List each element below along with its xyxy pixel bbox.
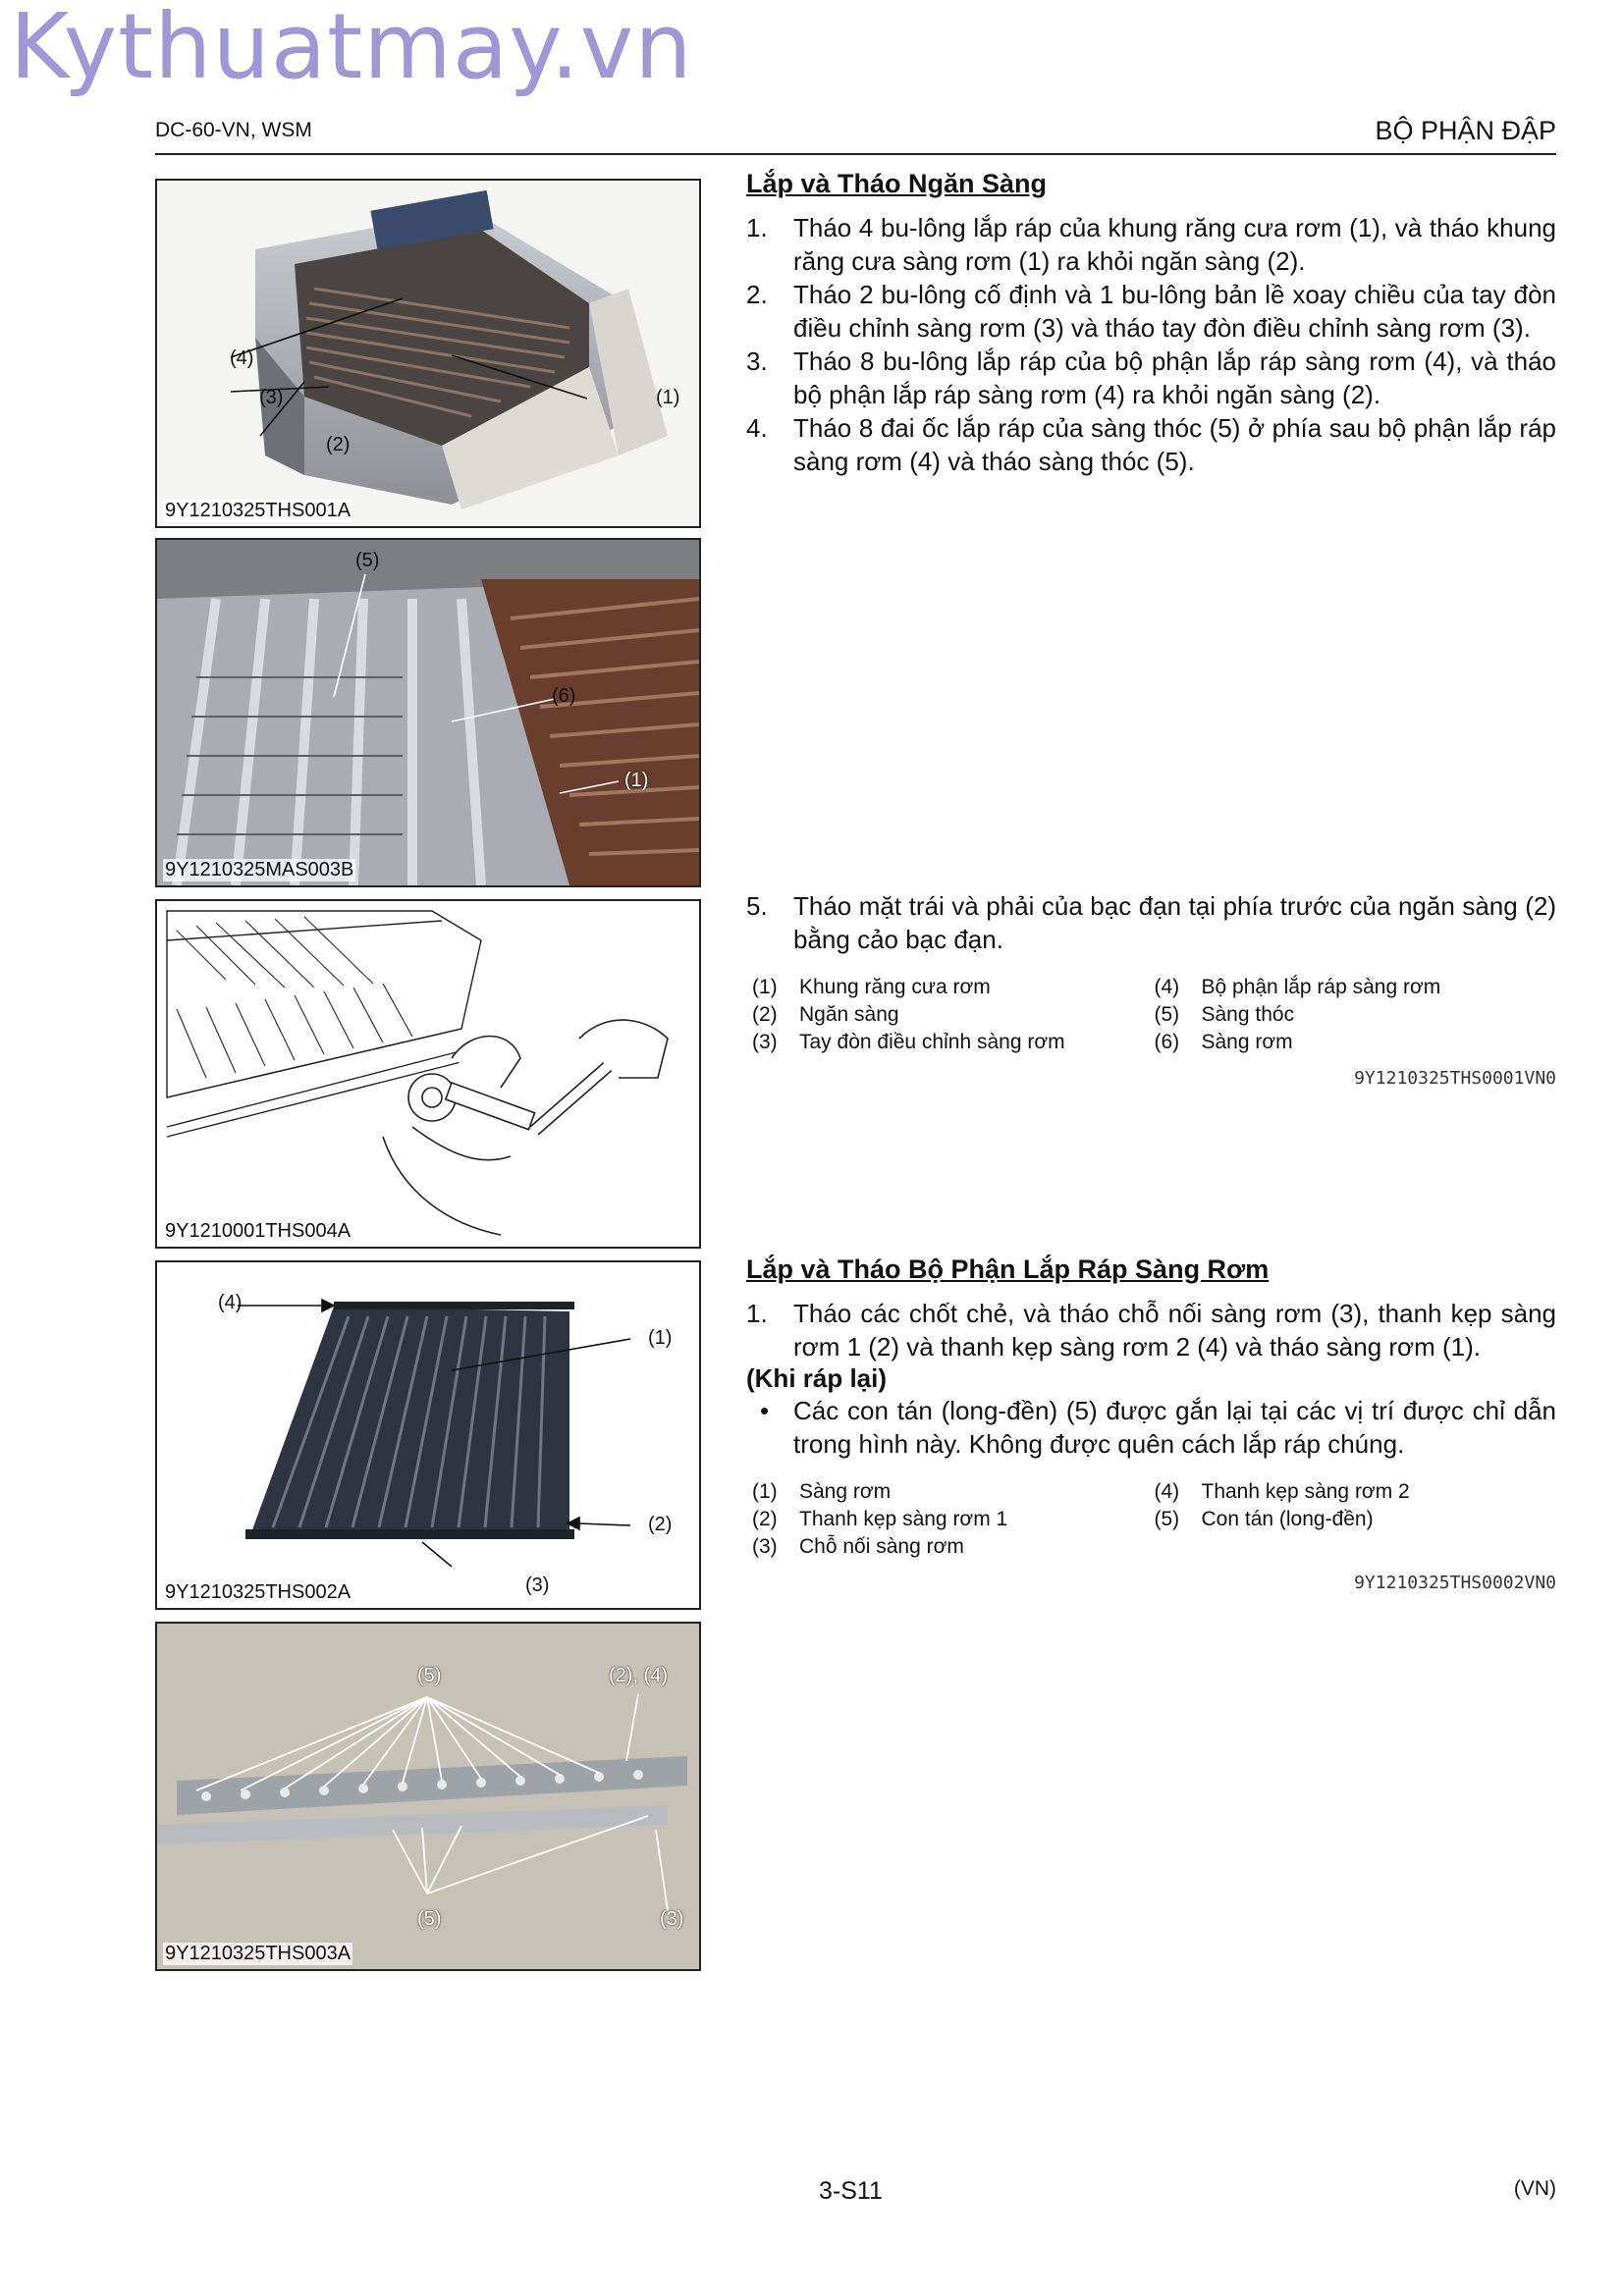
step-list (746, 889, 1556, 956)
step-number: 1. (746, 1299, 768, 1328)
step-text: Tháo 8 bu-lông lắp ráp của bộ phận lắp ráp sàng rơm (4), và tháo bộ phận lắp ráp sàng rơm (4) ra khỏi ngăn sàng (2). (793, 347, 1556, 409)
document-reference: 9Y1210325THS0001VN0 (1354, 1068, 1556, 1089)
callout-3: (3) (660, 1908, 684, 1930)
reassembly-note (746, 1394, 1556, 1461)
legend-item: (3) Tay đòn điều chỉnh sàng rơm (752, 1031, 1065, 1053)
callout-2: (2) (648, 1514, 673, 1535)
legend-item: (1) Sàng rơm (752, 1480, 892, 1503)
figure-sieve-closeup (155, 538, 701, 887)
callout-2: (2) (326, 434, 351, 455)
bullet-text: Các con tán (long-đền) (5) được gắn lại tại các vị trí được chỉ dẫn trong hình này. Không được quên cách lắp ráp chúng. (793, 1396, 1556, 1459)
step-text: Tháo mặt trái và phải của bạc đạn tại phía trước của ngăn sàng (2) bằng cảo bạc đạn. (793, 891, 1556, 954)
callout-6: (6) (552, 685, 576, 707)
figure-code: 9Y1210325THS001A (165, 500, 352, 521)
legend-item: (4) Thanh kẹp sàng rơm 2 (1154, 1480, 1410, 1503)
figure-bearing-puller (155, 899, 701, 1249)
figure-code: 9Y1210325THS003A (165, 1943, 352, 1964)
callout-3: (3) (525, 1575, 550, 1596)
header-manual-code: DC-60-VN, WSM (155, 119, 312, 141)
page-number: 3-S11 (819, 2177, 883, 2205)
step-number: 1. (746, 213, 768, 242)
step-text: Tháo 4 bu-lông lắp ráp của khung răng cưa rơm (1), và tháo khung răng cưa sàng rơm (1) ra khỏi ngăn sàng (2). (793, 213, 1556, 276)
legend-item: (1) Khung răng cưa rơm (752, 976, 991, 998)
step-number: 3. (746, 347, 768, 376)
figure-straw-sieve-assembly (155, 1260, 701, 1610)
callout-4: (4) (230, 347, 254, 369)
header-section-title: BỘ PHẬN ĐẬP (1375, 116, 1556, 145)
figure-code: 9Y1210325MAS003B (165, 859, 354, 881)
callout-4: (4) (218, 1292, 243, 1313)
step-text: Tháo 8 đai ốc lắp ráp của sàng thóc (5) ở phía sau bộ phận lắp ráp sàng rơm (4) và tháo sàng thóc (5). (793, 413, 1556, 476)
figure-sieve-case (155, 179, 701, 528)
step-item (746, 278, 1556, 345)
legend-item: (6) Sàng rơm (1154, 1031, 1293, 1053)
bearing-puller-drawing (157, 901, 699, 1247)
callout-5-bottom: (5) (417, 1908, 442, 1930)
step-number: 2. (746, 280, 768, 309)
sieve-closeup-illustration (157, 540, 699, 885)
legend-item: (2) Ngăn sàng (752, 1003, 899, 1026)
legend-item: (5) Con tán (long-đền) (1154, 1508, 1374, 1530)
legend-item: (2) Thanh kẹp sàng rơm 1 (752, 1508, 1008, 1530)
legend-item: (4) Bộ phận lắp ráp sàng rơm (1154, 976, 1441, 998)
step-item (746, 211, 1556, 278)
callout-3: (3) (259, 387, 284, 408)
section-sieve-case-step5 (746, 889, 1556, 1089)
step-item (746, 889, 1556, 956)
document-reference: 9Y1210325THS0002VN0 (1354, 1573, 1556, 1593)
step-number: 5. (746, 891, 768, 921)
legend-item: (3) Chỗ nối sàng rơm (752, 1535, 964, 1558)
reassembly-heading: (Khi ráp lại) (746, 1363, 888, 1393)
legend (746, 974, 1556, 1056)
section-title: Lắp và Tháo Ngăn Sàng (746, 169, 1048, 198)
section-sieve-case (746, 169, 1556, 478)
legend (746, 1478, 1556, 1561)
step-item (746, 345, 1556, 411)
callout-1: (1) (656, 387, 680, 408)
callout-1: (1) (624, 770, 649, 791)
callout-5: (5) (355, 550, 380, 571)
figure-code: 9Y1210325THS002A (165, 1581, 352, 1603)
legend-item: (5) Sàng thóc (1154, 1003, 1295, 1026)
callout-2-4: (2), (4) (609, 1665, 668, 1686)
header-rule (155, 153, 1556, 155)
section-straw-sieve (746, 1255, 1556, 1593)
step-item (746, 1297, 1556, 1363)
figure-washer-positions (155, 1622, 701, 1971)
section-title: Lắp và Tháo Bộ Phận Lắp Ráp Sàng Rơm (746, 1255, 1270, 1284)
step-number: 4. (746, 413, 768, 443)
bullet-dot: • (760, 1396, 770, 1425)
step-item (746, 411, 1556, 478)
step-list (746, 211, 1556, 478)
step-text: Tháo 2 bu-lông cố định và 1 bu-lông bản lề xoay chiều của tay đòn điều chỉnh sàng rơm (3) và tháo tay đòn điều chỉnh sàng rơm (3). (793, 280, 1556, 343)
callout-1: (1) (648, 1327, 673, 1349)
figure-code: 9Y1210001THS004A (165, 1220, 352, 1242)
callout-5-top: (5) (417, 1665, 442, 1686)
step-list (746, 1297, 1556, 1363)
step-text: Tháo các chốt chẻ, và tháo chỗ nối sàng rơm (3), thanh kẹp sàng rơm 1 (2) và thanh kẹp sàng rơm 2 (4) và tháo sàng rơm (1). (793, 1299, 1556, 1362)
watermark: Kythuatmay.vn (10, 0, 693, 99)
language-code: (VN) (1513, 2177, 1556, 2200)
